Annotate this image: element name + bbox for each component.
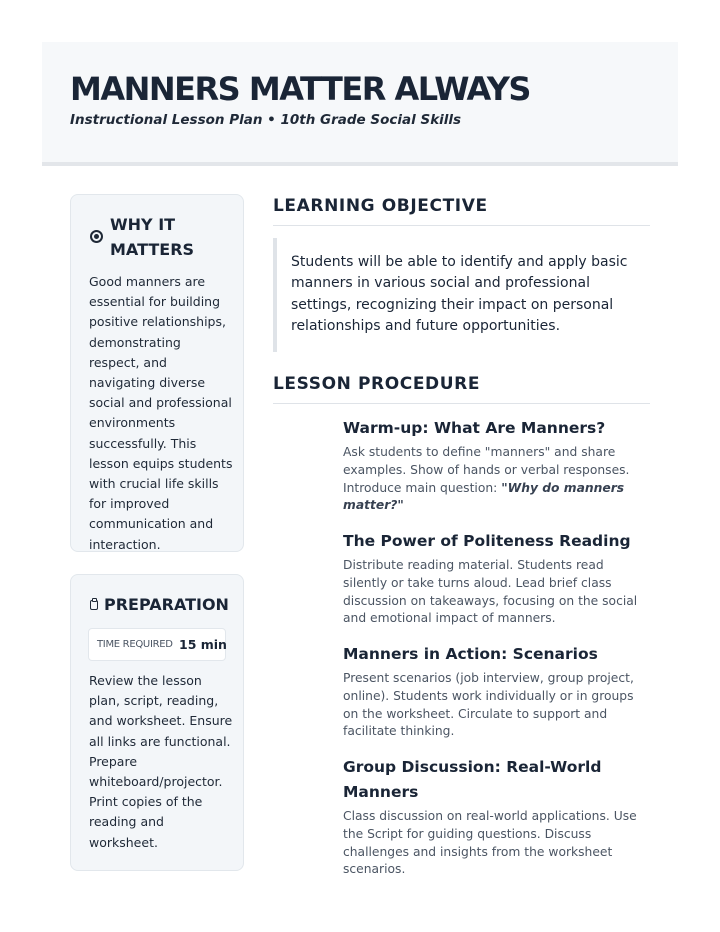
page-subtitle: Instructional Lesson Plan • 10th Grade Social Skills [70, 112, 462, 128]
step-description: Class discussion on real-world applications. Use the Script for guiding questions. Discuss challenges and insights from the worksheet scenarios. [343, 809, 637, 877]
lesson-procedure-heading: LESSON PROCEDURE [273, 374, 650, 404]
step-title: The Power of Politeness Reading [343, 532, 631, 550]
preparation-body: Review the lesson plan, script, reading, and worksheet. Ensure all links are functional. Prepare whiteboard/projector. Print copies of the reading and worksheet. [89, 673, 233, 850]
time-required-value: 15 min [179, 637, 227, 652]
procedure-step [343, 755, 651, 879]
why-it-matters-title: WHY IT MATTERS [110, 215, 195, 259]
procedure-step [343, 642, 651, 741]
target-icon [90, 230, 103, 243]
step-description: Distribute reading material. Students read silently or take turns aloud. Lead brief class discussion on takeaways, focusing on the social and emotional impact of manners. [343, 558, 638, 626]
header-banner [42, 42, 678, 166]
learning-objective-block [273, 238, 650, 352]
time-required-box [88, 628, 226, 661]
step-description: Present scenarios (job interview, group project, online). Students work individually or in groups on the worksheet. Circulate to support and facilitate thinking. [343, 671, 634, 739]
time-required-label: TIME REQUIRED [97, 639, 173, 650]
learning-objective-text: Students will be able to identify and apply basic manners in various social and professional settings, recognizing their impact on personal relationships and future opportunities. [291, 254, 628, 334]
procedure-step [343, 529, 651, 628]
step-description [343, 444, 651, 515]
procedure-step [343, 416, 651, 515]
learning-objective-heading: LEARNING OBJECTIVE [273, 196, 650, 226]
page-title: MANNERS MATTER ALWAYS [70, 70, 530, 108]
preparation-title: PREPARATION [104, 595, 229, 614]
why-it-matters-body: Good manners are essential for building positive relationships, demonstrating respect, and navigating diverse social and professional environments successfully. This lesson equips students with crucial life skills for improved communication and interaction. [89, 274, 233, 552]
step-description-text: Ask students to define "manners" and share examples. Show of hands or verbal responses. Introduce main question: [343, 445, 630, 495]
step-title: Manners in Action: Scenarios [343, 645, 598, 663]
clipboard-icon [90, 600, 98, 610]
step-title: Group Discussion: Real-World Manners [343, 758, 602, 801]
main-question: "Why do manners matter?" [343, 480, 625, 513]
step-title: Warm-up: What Are Manners? [343, 419, 606, 437]
